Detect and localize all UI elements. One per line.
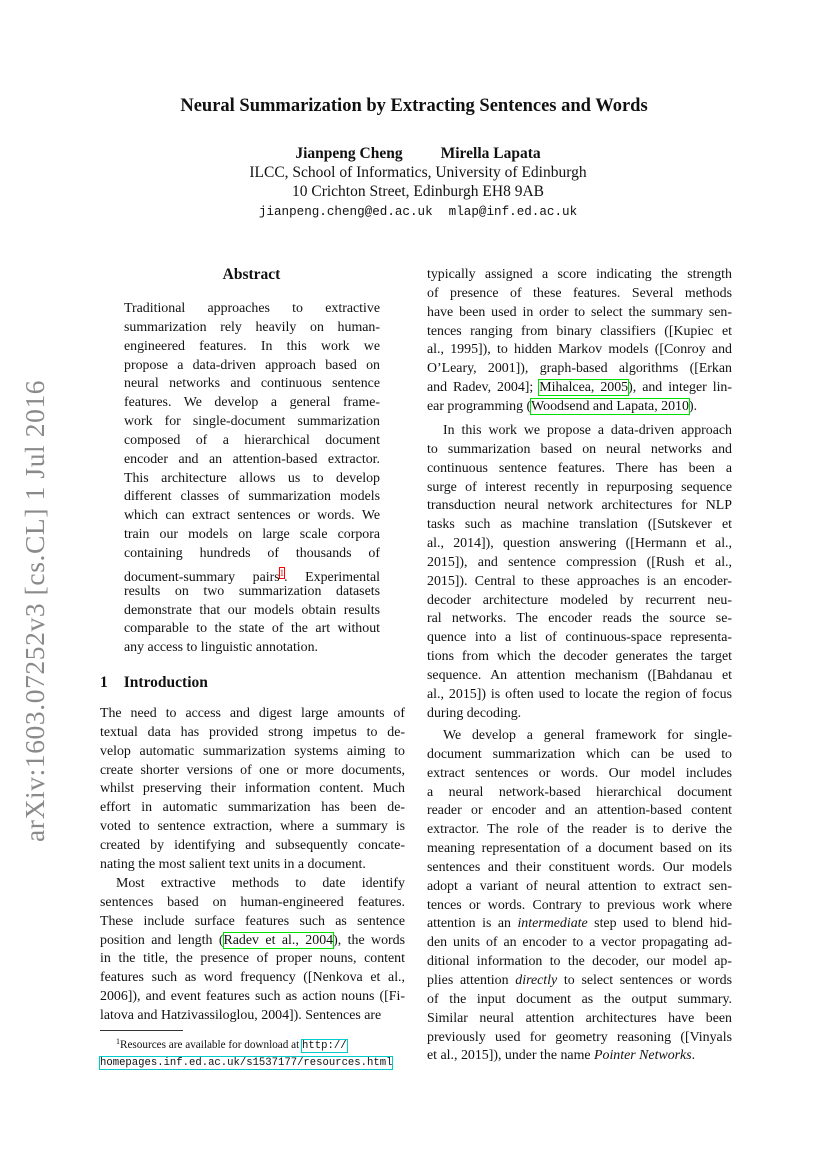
intro-paragraph [427, 727, 732, 1066]
text-line: al., 2015]) is often used to locate the region of focus [427, 686, 732, 702]
footnote-ref-link[interactable]: 1 [279, 567, 285, 578]
text-line: to summarization based on neural networks and [427, 441, 732, 457]
text-line: attention is an intermediate step used to blend hid- [427, 916, 732, 932]
text-line: sequence. An attention mechanism ([Bahdanau et [427, 667, 732, 683]
text-line: decoder architecture modeled by recurrent neu- [427, 592, 732, 608]
text-line: In this work we propose a data-driven approach [443, 423, 732, 438]
text-line: al., 2014]), question answering ([Hermann et al., [427, 536, 732, 552]
text-line: ditional information to the decoder, our model ap- [427, 954, 732, 970]
text-line: adopt a variant of neural attention to extract sen- [427, 878, 732, 894]
text-line: created by identifying and subsequently concate- [100, 837, 405, 853]
text-line: O’Leary, 2001]), graph-based algorithms ([Erkan [427, 361, 732, 377]
text-line: ral networks. The encoder reads the source se- [427, 611, 732, 627]
text-line: tences ranging from binary classifiers ([Kupiec et [427, 323, 732, 339]
author-name: Jianpeng Cheng [295, 145, 403, 162]
text-line: sentences based on human-engineered features. [100, 894, 405, 910]
footnote-mark: 1 [116, 1037, 120, 1046]
text-line: containing hundreds of thousands of [124, 545, 380, 561]
text-line: 2006]), and event features such as action nouns ([Fi- [100, 989, 405, 1005]
text-line: summarization rely heavily on human- [124, 319, 380, 335]
text-line: typically assigned a score indicating the strength [427, 267, 732, 282]
text-line: of presence of these features. Several methods [427, 285, 732, 301]
text-line: document-summary pairs$^1$. Experimental [124, 567, 380, 585]
text-line: This architecture allows us to develop [124, 470, 380, 486]
text-line: neural networks and continuous sentence [124, 376, 380, 392]
arxiv-identifier: arXiv:1603.07252v3 [cs.CL] 1 Jul 2016 [19, 379, 50, 842]
emphasis-text: directly [515, 972, 558, 988]
text-line: work for single-document summarization [124, 414, 380, 430]
text-line: demonstrate that our models obtain results [124, 602, 380, 618]
text-line: whilst preserving their information content. Much [100, 781, 405, 797]
abstract-heading: Abstract [222, 266, 281, 283]
emphasis-text: Pointer Networks [594, 1048, 692, 1064]
text-line: quence into a list of continuous-space representa- [427, 630, 732, 646]
footnote-text: Resources are available for download at http:// [120, 1039, 347, 1052]
citation-link[interactable]: Mihalcea, 2005 [539, 380, 629, 396]
text-line: different classes of summarization models [124, 489, 380, 505]
text-line: have been used in order to select the summary sen- [427, 304, 732, 320]
resource-link[interactable]: http:// [302, 1040, 347, 1052]
section-number: 1 [100, 674, 108, 691]
citation-link[interactable]: Woodsend and Lapata, 2010 [531, 398, 689, 414]
text-line: features such as word frequency ([Nenkova et al., [100, 970, 405, 986]
text-line: Traditional approaches to extractive [124, 301, 380, 316]
intro-paragraph [100, 705, 405, 875]
text-line: et al., 2015]), under the name Pointer Networks. [427, 1048, 696, 1064]
intro-paragraph [427, 422, 732, 724]
text-line: plies attention directly to select sentences or words [427, 972, 732, 988]
footnote-rule [100, 1030, 183, 1031]
resource-link[interactable]: homepages.inf.ed.ac.uk/s1537177/resources.html [100, 1056, 393, 1069]
author-emails [0, 205, 828, 219]
author-name: Mirella Lapata [440, 145, 541, 162]
intro-paragraph [427, 266, 732, 417]
footnote [100, 1034, 405, 1071]
text-line: 2015]), and sentence compression ([Rush et al., [427, 554, 732, 570]
text-line: propose a data-driven approach based on [124, 357, 380, 373]
text-line: which can extract sentences or words. We [124, 508, 380, 524]
text-line: surge of interest recently in repurposing sequence [427, 479, 732, 495]
text-line: reader or encoder and an attention-based content [427, 803, 732, 819]
text-line: We develop a general framework for single- [443, 728, 732, 743]
text-line: composed of a hierarchical document [124, 432, 380, 448]
text-line: extract sentences or words. Our model includes [427, 765, 732, 781]
text-line: nating the most salient text units in a document. [100, 856, 366, 872]
text-line: continuous sentence features. There has been a [427, 460, 732, 476]
text-line: effort in automatic summarization has been de- [100, 800, 405, 816]
email: mlap@inf.ed.ac.uk [448, 205, 578, 219]
text-line: document summarization which can be used to [427, 746, 732, 762]
text-line: Most extractive methods to date identify [116, 876, 405, 891]
text-line: al., 1995]), to hidden Markov models ([Conroy and [427, 342, 732, 358]
text-line: sentences and their constituent words. Our models [427, 859, 732, 875]
text-line: 2015]). Central to these approaches is an encoder- [427, 573, 732, 589]
text-line: ear programming (Woodsend and Lapata, 2010). [427, 398, 698, 414]
text-line: engineered features. In this work we [124, 338, 380, 354]
text-line: position and length (Radev et al., 2004), the words [100, 932, 405, 948]
citation-link[interactable]: Radev et al., 2004 [223, 932, 334, 948]
abstract-body [124, 300, 380, 658]
text-line: and Radev, 2004]; Mihalcea, 2005), and integer lin- [427, 380, 733, 396]
text-line: results on two summarization datasets [124, 583, 380, 599]
text-line: transduction neural network architectures for NLP [427, 498, 732, 514]
emphasis-text: intermediate [517, 916, 588, 932]
text-line: voted to sentence extraction, where a summary is [100, 819, 405, 835]
text-line: tasks such as machine translation ([Sutskever et [427, 517, 732, 533]
text-line: of the input document as the output summary. [427, 991, 732, 1007]
text-line: create shorter versions of one or more documents, [100, 762, 405, 778]
text-line: velop automatic summarization systems aiming to [100, 743, 405, 759]
text-line: extractor. The role of the reader is to derive the [427, 822, 732, 838]
text-line: meaning representation of a document based on its [427, 841, 732, 857]
text-line: comparable to the state of the art without [124, 621, 380, 637]
text-line: features. We develop a general frame- [124, 395, 380, 411]
text-line: tences or words. Contrary to previous work where [427, 897, 732, 913]
text-line: during decoding. [427, 705, 522, 721]
text-line: encoder and an attention-based extractor. [124, 451, 380, 467]
text-line: textual data has provided strong impetus to de- [100, 724, 405, 740]
text-line: These include surface features such as sentence [100, 913, 405, 929]
author-list [0, 145, 828, 163]
text-line: Similar neural attention architectures have been [427, 1010, 732, 1026]
affiliation-line: ILCC, School of Informatics, University of Edinburgh [249, 164, 587, 181]
text-line: The need to access and digest large amounts of [100, 706, 405, 721]
text-line: previously used for geometry reasoning ([Vinyals [427, 1029, 732, 1045]
section-title: Introduction [123, 674, 208, 691]
text-line: a neural network-based hierarchical document [427, 784, 732, 800]
text-line: train our models on large scale corpora [124, 527, 380, 543]
text-line: den units of an encoder to a vector propagating ad- [427, 935, 732, 951]
text-line: in the title, the presence of proper nouns, content [100, 951, 405, 967]
section-heading [100, 674, 208, 692]
email: jianpeng.cheng@ed.ac.uk [258, 205, 433, 219]
text-line: latova and Hatzivassiloglou, 2004]). Sentences are [100, 1007, 382, 1023]
text-line: tions from which the decoder generates the target [427, 649, 732, 665]
intro-paragraph [100, 875, 405, 1026]
text-line: any access to linguistic annotation. [124, 640, 319, 656]
paper-title: Neural Summarization by Extracting Sentences and Words [180, 96, 648, 116]
affiliation-line: 10 Crichton Street, Edinburgh EH8 9AB [292, 183, 544, 200]
